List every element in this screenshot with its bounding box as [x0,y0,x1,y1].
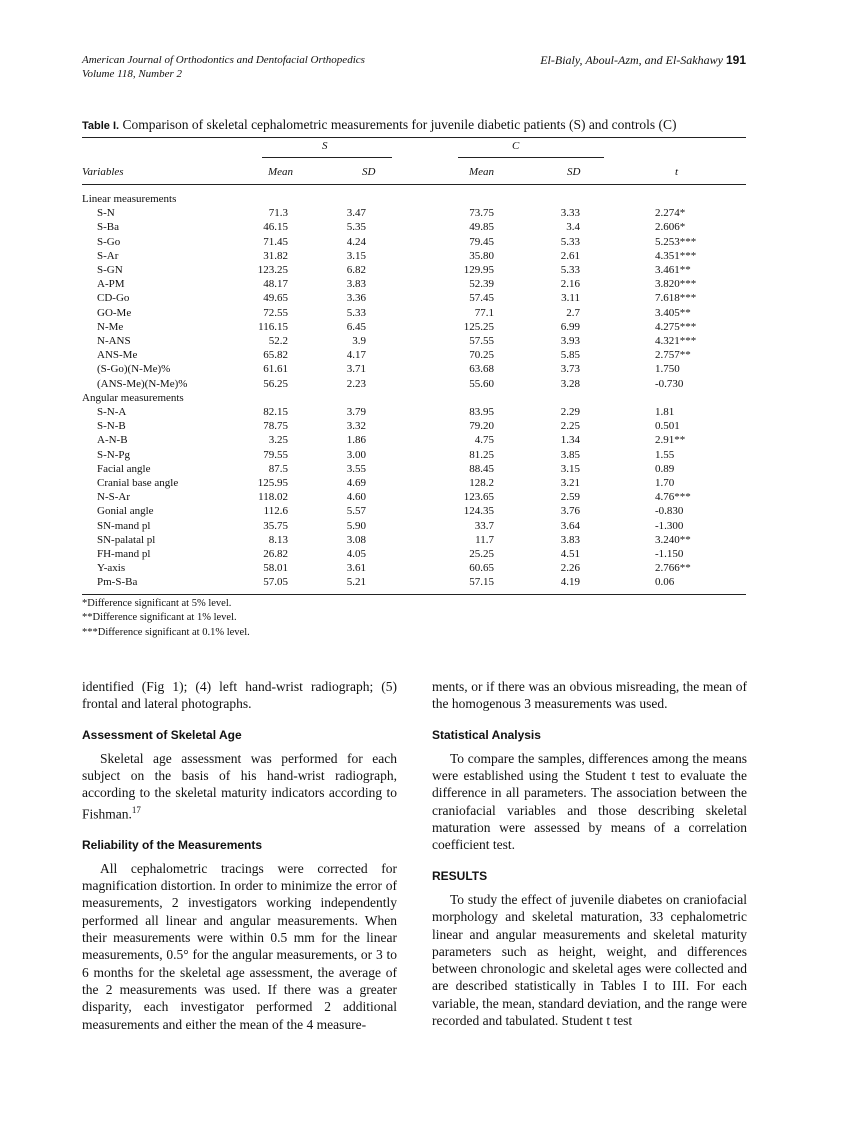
c-mean: 57.15 [469,576,494,589]
t-value: 4.275*** [655,320,697,333]
s-sd: 3.32 [346,420,366,433]
table-row [82,504,746,518]
s-mean: 72.55 [263,306,288,319]
paragraph-text: ments, or if there was an obvious misreading, the mean of the homogenous 3 measurements was used. [432,679,747,712]
table-header-rule [82,184,746,185]
running-header-right [540,53,746,67]
s-mean: 58.01 [263,562,288,575]
table-row [82,433,746,447]
table-row [82,377,746,391]
c-mean: 49.85 [469,221,494,234]
s-sd: 5.33 [346,306,366,319]
t-value: 1.70 [655,477,675,489]
col-s-sd: SD [362,166,376,178]
s-sd: 3.36 [346,292,366,305]
table-group-row [82,391,746,405]
variable-name: SN-mand pl [97,519,151,532]
s-mean: 71.45 [263,235,288,248]
variable-name: (S-Go)(N-Me)% [97,363,171,376]
c-sd: 3.21 [560,477,580,489]
variable-name: A-N-B [97,434,128,447]
paragraph [432,750,747,854]
section-heading [82,727,397,744]
t-value: 1.81 [655,406,675,418]
s-mean: 48.17 [263,278,288,291]
table-row [82,561,746,575]
table-row [82,206,746,220]
s-mean: 123.25 [257,264,288,276]
t-value: -1.150 [655,548,684,560]
s-mean: 57.05 [263,576,288,589]
c-sd: 3.93 [560,335,580,347]
table-row [82,419,746,433]
c-mean: 88.45 [469,462,494,475]
c-sd: 5.85 [560,349,580,362]
c-mean: 63.68 [469,363,494,376]
table-row [82,334,746,348]
c-mean: 52.39 [469,278,494,291]
t-value: 3.820*** [655,278,697,291]
s-mean: 35.75 [263,519,288,532]
s-sd: 3.00 [346,448,366,461]
s-mean: 125.95 [257,477,288,489]
c-sd: 3.4 [566,221,580,234]
section-heading [432,868,747,885]
c-mean: 79.20 [469,420,494,433]
c-mean: 128.2 [469,477,494,489]
s-mean: 8.13 [268,533,288,546]
variable-name: S-N-A [97,406,127,418]
table-top-rule [82,137,746,138]
variable-name: S-Ar [97,249,119,262]
s-mean: 56.25 [263,377,288,390]
c-sd: 1.34 [560,434,580,447]
t-value: 2.766** [655,562,691,575]
c-mean: 60.65 [469,562,494,575]
paragraph-text: All cephalometric tracings were corrected for magnification distortion. In order to minimize the error of measurements, 2 investigators working independently performed all linear and angular measurements. When their measurements were within 0.5 mm for the linear measurements, 0.5° for the angular measurements, or 3 to 6 months for the skeletal age assessment, the average of the 2 measurements was used. If there was a greater disparity, each investigator performed 2 additional measurements and either the mean of the 4 measure- [82,860,397,1032]
variable-name: S-N-B [97,420,126,433]
authors: El-Bialy, Aboul-Azm, and El-Sakhawy [540,53,723,67]
s-mean: 52.2 [268,335,288,347]
s-mean: 79.55 [263,448,288,461]
variable-name: CD-Go [97,292,130,305]
s-sd: 1.86 [346,434,366,447]
c-mean: 123.65 [463,491,494,504]
s-sd: 4.69 [346,477,366,489]
s-sd: 3.79 [346,406,366,418]
s-mean: 65.82 [263,349,288,362]
page-number: 191 [725,53,746,67]
s-mean: 31.82 [263,249,288,262]
running-header-left [82,53,365,81]
t-value: 5.253*** [655,235,697,248]
t-value: 3.240** [655,533,691,546]
s-sd: 5.21 [346,576,366,589]
col-c-mean: Mean [469,166,495,178]
s-sd: 3.55 [346,462,366,475]
c-mean: 83.95 [469,406,494,418]
variable-name: S-N-Pg [97,448,131,461]
c-sd: 2.26 [560,562,580,575]
s-mean: 116.15 [258,320,288,333]
c-sd: 2.7 [566,306,580,319]
c-mean: 124.35 [463,505,494,518]
c-sd: 2.29 [560,406,580,418]
variable-name: N-ANS [97,335,131,347]
paragraph-text: To study the effect of juvenile diabetes on craniofacial morphology and skeletal maturation, 33 cephalometric linear and angular measurements and skeletal maturity parameters such as height, weight, and differences between chronologic and skeletal ages were collected and are described statistically in Tables I to III. For each variable, the mean, standard deviation, and the range were recorded and tabulated. Student t test [432,891,747,1029]
variable-name: Pm-S-Ba [97,576,138,589]
c-sd: 4.51 [560,548,580,560]
col-s-mean: Mean [268,166,294,178]
variable-name: Y-axis [97,562,126,575]
t-value: 1.750 [655,363,680,376]
table-row [82,575,746,589]
variable-name: GO-Me [97,306,132,319]
c-sd: 2.59 [560,491,580,504]
t-value: 4.76*** [655,491,691,504]
c-sd: 5.33 [560,235,580,248]
s-sd: 5.57 [346,505,366,518]
c-mean: 4.75 [474,434,494,447]
c-mean: 70.25 [469,349,494,362]
s-sd: 6.45 [346,320,366,333]
paragraph-text: To compare the samples, differences among the means were established using the Student t test to evaluate the difference in all parameters. The association between the craniofacial variables and those describing skeletal maturation were assessed by means of a correlation coefficient test. [432,750,747,853]
variable-name: S-Ba [97,221,119,234]
t-value: 2.757** [655,349,691,362]
s-sd: 3.61 [346,562,366,575]
col-variables: Variables [82,166,124,178]
t-value: 2.606* [655,221,686,234]
t-value: 0.89 [655,462,675,475]
s-sd: 4.05 [346,548,366,560]
t-value: 0.06 [655,576,675,589]
s-sd: 4.60 [346,491,366,504]
paragraph [82,750,397,823]
paragraph [82,860,397,1033]
paragraph [82,678,397,713]
table-row [82,249,746,263]
s-mean: 78.75 [263,420,288,433]
variable-name: Facial angle [97,462,151,475]
table-row [82,277,746,291]
s-mean: 61.61 [263,363,288,376]
body-column-left [82,678,397,1033]
c-sd: 3.85 [560,448,580,461]
s-mean: 49.65 [263,292,288,305]
table-row [82,462,746,476]
c-mean: 57.45 [469,292,494,305]
paragraph-text: Reliability of the Measurements [82,837,263,852]
table-row [82,263,746,277]
table-title: Comparison of skeletal cephalometric measurements for juvenile diabetic patients (S) and controls (C) [122,117,677,132]
table-row [82,490,746,504]
c-mean: 11.7 [475,533,494,546]
body-column-right [432,678,747,1029]
c-sd: 3.64 [560,519,580,532]
paragraph [432,891,747,1029]
t-value: 3.405** [655,306,691,319]
s-sd: 4.17 [346,349,366,362]
c-sd: 3.15 [560,462,580,475]
table-row [82,476,746,490]
paragraph-text: Assessment of Skeletal Age [82,727,242,742]
table-row [82,220,746,234]
c-mean: 81.25 [469,448,494,461]
table-row [82,306,746,320]
s-sd: 3.15 [346,249,366,262]
variable-name: S-N [97,207,115,220]
s-sd: 4.24 [346,235,366,248]
t-value: 3.461** [655,264,691,276]
footnote: **Difference significant at 1% level. [82,612,237,623]
section-heading [82,837,397,854]
paragraph-text: identified (Fig 1); (4) left hand-wrist radiograph; (5) frontal and lateral photographs. [82,679,397,712]
footnote: *Difference significant at 5% level. [82,598,232,609]
variable-name: N-Me [97,320,124,333]
c-sd: 3.76 [560,505,580,518]
table-row [82,405,746,419]
s-mean: 71.3 [268,207,288,220]
paragraph [432,678,747,713]
variable-name: S-GN [97,264,123,276]
c-mean: 55.60 [469,377,494,390]
c-sd: 6.99 [560,320,580,333]
variable-name: S-Go [97,235,121,248]
s-mean: 46.15 [263,221,288,234]
table-row [82,291,746,305]
c-mean: 25.25 [469,548,494,560]
s-sd: 2.23 [346,377,366,390]
group-c-rule [458,157,604,158]
c-sd: 3.73 [560,363,580,376]
group-label: Angular measurements [82,391,184,404]
c-mean: 73.75 [469,207,494,220]
c-mean: 57.55 [469,335,494,347]
paragraph-text: RESULTS [432,868,488,883]
table-caption [82,117,677,133]
t-value: -0.830 [655,505,684,518]
c-mean: 79.45 [469,235,494,248]
group-label: Linear measurements [82,193,177,205]
group-s-rule [262,157,392,158]
s-sd: 6.82 [346,264,366,276]
c-mean: 129.95 [463,264,494,276]
s-mean: 112.6 [263,505,288,518]
c-sd: 5.33 [560,264,580,276]
s-mean: 26.82 [263,548,288,560]
footnote: ***Difference significant at 0.1% level. [82,627,250,638]
table-row [82,448,746,462]
c-sd: 3.83 [560,533,580,546]
c-sd: 2.25 [560,420,580,433]
s-mean: 87.5 [268,462,288,475]
s-mean: 82.15 [263,406,288,418]
s-sd: 5.35 [346,221,366,234]
table-row [82,320,746,334]
table-label: Table I. [82,120,120,132]
t-value: -0.730 [655,377,684,390]
table-row [82,235,746,249]
t-value: 0.501 [655,420,680,433]
table-row [82,533,746,547]
table-row [82,519,746,533]
variable-name: SN-palatal pl [97,533,156,546]
variable-name: ANS-Me [97,349,138,362]
paragraph-text: Statistical Analysis [432,727,541,742]
c-sd: 3.33 [560,207,580,220]
variable-name: A-PM [97,278,125,291]
citation-ref: 17 [131,804,141,815]
variable-name: FH-mand pl [97,548,151,560]
col-t: t [675,166,679,178]
section-heading [432,727,747,744]
variable-name: N-S-Ar [97,491,130,504]
s-sd: 3.83 [346,278,366,291]
c-sd: 3.11 [561,292,580,305]
table-group-row [82,192,746,206]
journal-volume: Volume 118, Number 2 [82,68,183,80]
t-value: 4.321*** [655,335,697,347]
t-value: 4.351*** [655,249,697,262]
table-bottom-rule [82,594,746,595]
variable-name: Cranial base angle [97,477,179,489]
t-value: 2.274* [655,207,686,220]
journal-name: American Journal of Orthodontics and Dentofacial Orthopedics [82,54,365,66]
c-sd: 4.19 [560,576,580,589]
s-mean: 3.25 [268,434,288,447]
c-sd: 2.16 [560,278,580,291]
s-mean: 118.02 [258,491,288,504]
s-sd: 3.08 [346,533,366,546]
c-mean: 125.25 [463,320,494,333]
c-sd: 2.61 [560,249,580,262]
table-row [82,547,746,561]
s-sd: 3.47 [346,207,366,220]
c-mean: 33.7 [474,519,494,532]
paragraph-text: Skeletal age assessment was performed for each subject on the basis of his hand-wrist radiograph, according to the skeletal maturity indicators according to Fishman. [82,750,397,822]
col-c-sd: SD [567,166,581,178]
c-mean: 77.1 [474,306,494,319]
t-value: -1.300 [655,519,684,532]
t-value: 7.618*** [655,292,697,305]
s-sd: 3.9 [352,335,366,347]
t-value: 1.55 [655,448,675,461]
c-sd: 3.28 [560,377,580,390]
group-s-header: S [322,140,328,152]
s-sd: 5.90 [346,519,366,532]
c-mean: 35.80 [469,249,494,262]
variable-name: Gonial angle [97,505,154,518]
table-row [82,362,746,376]
variable-name: (ANS-Me)(N-Me)% [97,377,188,390]
s-sd: 3.71 [346,363,366,376]
group-c-header: C [512,140,520,152]
t-value: 2.91** [655,434,686,447]
table-row [82,348,746,362]
